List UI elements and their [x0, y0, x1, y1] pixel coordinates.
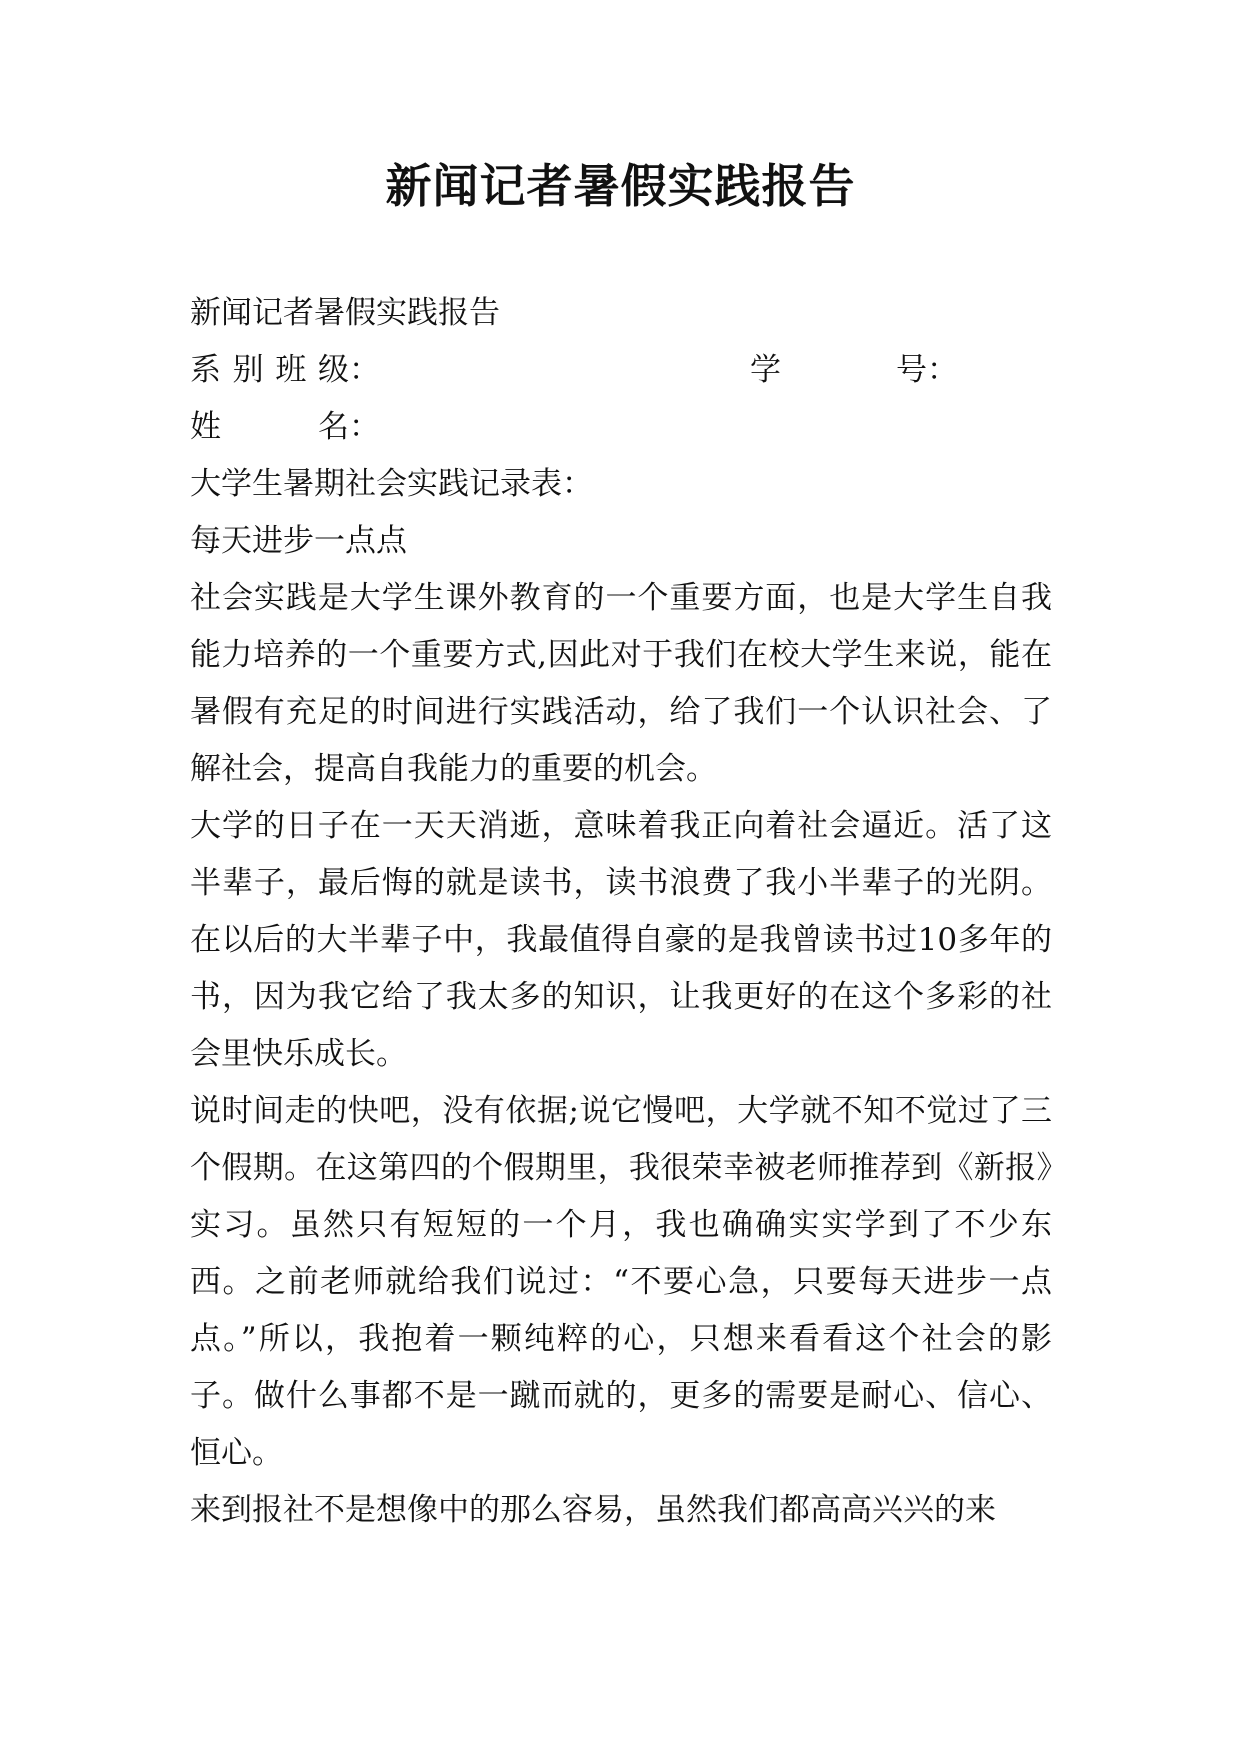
document-body: [190, 285, 1052, 1539]
class-label-char: 系: [190, 352, 221, 388]
report-subtitle: 新闻记者暑假实践报告: [190, 295, 500, 331]
class-label: [190, 342, 380, 399]
student-no-label-char: 号：: [896, 352, 958, 388]
student-no-label-char: 学: [750, 352, 781, 388]
name-row: [190, 399, 1052, 456]
name-label-char: 姓: [190, 409, 221, 445]
class-label-char: 班: [275, 352, 307, 388]
paragraph: 说时间走的快吧，没有依据;说它慢吧，大学就不知不觉过了三个假期。在这第四的个假期里，我很荣幸被老师推荐到《新报》实习。虽然只有短短的一个月，我也确确实实学到了不少东西。之前老师就给我们说过：“不要心急，只要每天进步一点点。”所以，我抱着一颗纯粹的心，只想来看看这个社会的影子。做什么事都不是一蹴而就的，更多的需要是耐心、信心、恒心。: [190, 1093, 1052, 1471]
document-title: 新闻记者暑假实践报告: [385, 159, 856, 213]
record-table-label: 大学生暑期社会实践记录表：: [190, 466, 593, 502]
class-value: [380, 342, 750, 399]
paragraph: 大学的日子在一天天消逝，意味着我正向着社会逼近。活了这半辈子，最后悔的就是读书，读书浪费了我小半辈子的光阴。在以后的大半辈子中，我最值得自豪的是我曾读书过10多年的书，因为我它给了我太多的知识，让我更好的在这个多彩的社会里快乐成长。: [190, 808, 1052, 1072]
name-label-char: 名：: [318, 409, 380, 445]
student-no-label: [750, 342, 958, 399]
paragraph: 来到报社不是想像中的那么容易，虽然我们都高高兴兴的来: [190, 1492, 996, 1528]
paragraph: 社会实践是大学生课外教育的一个重要方面，也是大学生自我能力培养的一个重要方式,因此对于我们在校大学生来说，能在暑假有充足的时间进行实践活动，给了我们一个认识社会、了解社会，提高自我能力的重要的机会。: [190, 580, 1052, 787]
class-and-student-no-row: [190, 342, 1052, 399]
class-label-char: 级：: [317, 352, 380, 388]
section-heading: 每天进步一点点: [190, 523, 407, 559]
class-label-char: 别: [232, 352, 264, 388]
name-label: [190, 399, 380, 456]
